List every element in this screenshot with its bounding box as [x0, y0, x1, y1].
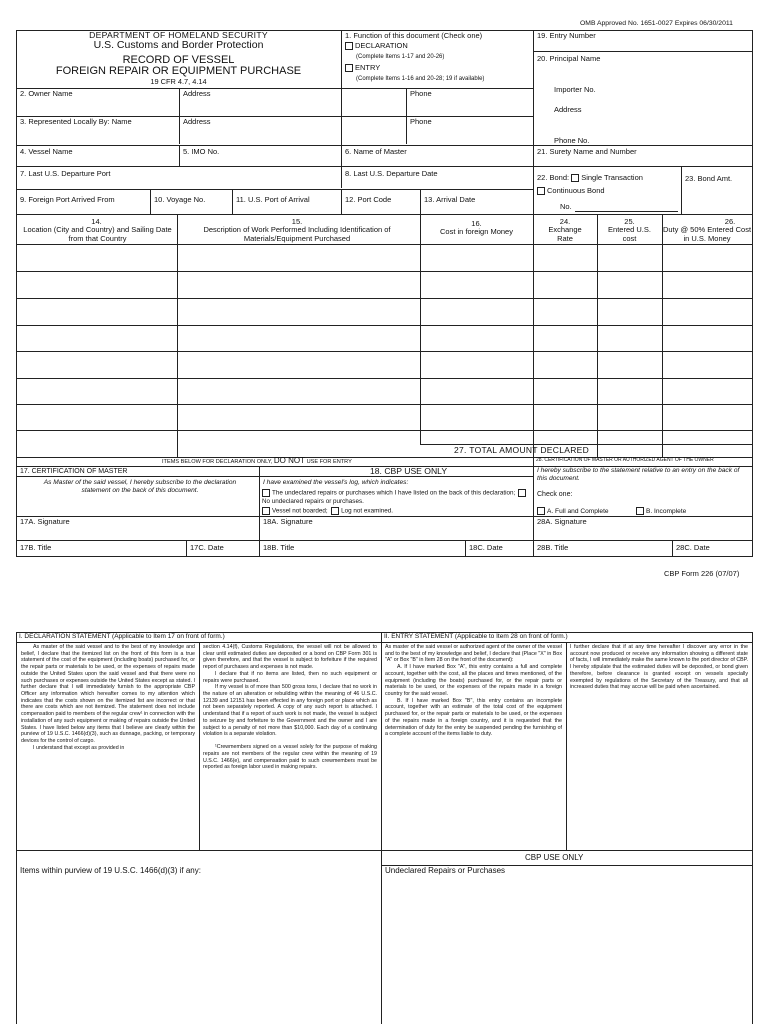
incomplete-checkbox[interactable] [636, 507, 644, 515]
incomplete-label: B. Incomplete [646, 507, 687, 515]
continuous-bond-option[interactable] [537, 187, 605, 195]
declaration-col1 [21, 644, 195, 752]
form-title-line1: RECORD OF VESSEL [122, 54, 235, 66]
cert-owner-option-a[interactable] [537, 507, 609, 515]
single-transaction-label: Single Transaction [581, 173, 643, 182]
declaration-option[interactable] [345, 42, 408, 50]
log-not-examined-label: Log not examined. [341, 507, 393, 515]
cbp-use-only-label: 18. CBP USE ONLY [370, 466, 448, 476]
vessel-name-field[interactable]: 4. Vessel Name [20, 147, 73, 156]
declaration-col1-text: As master of the said vessel and to the best of my knowledge and belief, I declare that the itemized list on the front of this form is a true statement of the cost of the equipment (including boats) purchased for, or the repair parts or materials to be used, or the expenses of repairs made outside the United States upon the said vessel and that there were no such purchases or expenses outside the United States except as stated. I further declare that I will immediately furnish to the appropriate CBP Officer any information which hereafter comes to my attention which indicates that the costs shown on the itemized list are incorrect or that there are costs which are not itemized. The statement does not include compensation paid to members of the regular crew¹ in connection with the installation of any such equipment or making of repairs outside the United States. I have listed below any items that I believe are clearly within the purview of 19 U.S.C. 1466(d)(3), such as dunnage, packing, or temporary devices for the control of cargo. [21, 644, 195, 745]
col-exchange-header: Exchange Rate [548, 225, 582, 243]
entry-statement-header: II. ENTRY STATEMENT (Applicable to Item 28 on front of form.) [384, 633, 568, 640]
cbp-option-boarding[interactable] [262, 507, 393, 516]
col-duty-number: 26. [724, 217, 736, 226]
represented-by-field[interactable]: 3. Represented Locally By: Name [20, 117, 132, 126]
col-location-header: Location (City and Country) and Sailing Date from that Country [23, 225, 172, 243]
form-number: CBP Form 226 (07/07) [664, 569, 740, 578]
undeclared-checkbox[interactable] [262, 489, 270, 497]
entry-number-field[interactable]: 19. Entry Number [537, 31, 596, 40]
rep-phone-field[interactable]: Phone [410, 117, 432, 126]
owner-name-field[interactable]: 2. Owner Name [20, 89, 73, 98]
cbp-log-text: I have examined the vessel's log, which indicates: [263, 479, 409, 486]
undeclared-repairs-field[interactable]: Undeclared Repairs or Purchases [385, 866, 506, 875]
no-undeclared-label: No undeclared repairs or purchases. [262, 497, 364, 505]
full-complete-checkbox[interactable] [537, 507, 545, 515]
us-port-arrival-field[interactable]: 11. U.S. Port of Arrival [236, 195, 310, 204]
agency-name: U.S. Customs and Border Protection [93, 39, 264, 51]
importer-number-field[interactable]: Importer No. [554, 85, 596, 94]
department-name: DEPARTMENT OF HOMELAND SECURITY [89, 30, 268, 40]
entry-label: ENTRY [355, 63, 381, 72]
declaration-only-c: USE FOR ENTRY [305, 459, 352, 465]
foreign-port-field[interactable]: 9. Foreign Port Arrived From [20, 195, 115, 204]
col-cost-header: Cost in foreign Money [440, 227, 513, 236]
single-transaction-checkbox[interactable] [571, 174, 579, 182]
declaration-only-note [162, 457, 352, 466]
last-us-date-field[interactable]: 8. Last U.S. Departure Date [345, 169, 438, 178]
items-purview-field[interactable]: Items within purview of 19 U.S.C. 1466(d)(3) if any: [20, 866, 201, 875]
cert-owner-label: 28. CERTIFICATION OF MASTER OR AUTHORIZED AGENT OF THE OWNER [536, 457, 714, 463]
description-cells[interactable] [178, 245, 420, 430]
last-us-port-field[interactable]: 7. Last U.S. Departure Port [20, 169, 111, 178]
declaration-col2-text: section 4.14(f), Customs Regulations, the vessel will not be allowed to clear until estimated duties are deposited or a bond on CBP Form 301 is given therefore, and that the vessel is subject to forfeiture if the required report of purchases and expenses is not made. [203, 644, 377, 671]
declaration-only-a: ITEMS BELOW FOR DECLARATION ONLY, [162, 459, 274, 465]
bond-label: 22. Bond: [537, 173, 570, 182]
declaration-checkbox[interactable] [345, 42, 353, 50]
principal-phone-field[interactable]: Phone No. [554, 136, 590, 145]
owner-phone-field[interactable]: Phone [410, 89, 432, 98]
voyage-number-field[interactable]: 10. Voyage No. [154, 195, 206, 204]
cert-master-label: 17. CERTIFICATION OF MASTER [20, 468, 128, 475]
entry-option[interactable] [345, 64, 380, 72]
imo-number-field[interactable]: 5. IMO No. [183, 147, 220, 156]
declaration-label: DECLARATION [355, 41, 408, 50]
col-exchange-number: 24. [559, 217, 571, 226]
rep-address-field[interactable]: Address [183, 117, 211, 126]
cbp-use-only-back: CBP USE ONLY [525, 853, 584, 862]
principal-name-field[interactable]: 20. Principal Name [537, 54, 601, 63]
no-undeclared-checkbox[interactable] [518, 489, 526, 497]
date-28c-field[interactable]: 28C. Date [676, 543, 710, 552]
col-location-number: 14. [91, 217, 102, 226]
form-title-line2: FOREIGN REPAIR OR EQUIPMENT PURCHASE [55, 65, 302, 77]
undeclared-label: The undeclared repairs or purchases which I have listed on the back of this declaration; [272, 489, 516, 497]
principal-address-field[interactable]: Address [554, 105, 582, 114]
entry-note: (Complete Items 1-16 and 20-28; 19 if available) [356, 76, 485, 82]
title-28b-field[interactable]: 28B. Title [537, 543, 569, 552]
not-boarded-label: Vessel not boarded; [272, 507, 328, 515]
date-18c-field[interactable]: 18C. Date [469, 543, 503, 552]
col-description-header: Description of Work Performed Including Identification of Materials/Equipment Purchased [203, 225, 391, 243]
entry-col1 [385, 644, 562, 738]
declaration-note: (Complete Items 1-17 and 20-26) [356, 54, 445, 60]
surety-field[interactable]: 21. Surety Name and Number [537, 147, 637, 156]
date-17c-field[interactable]: 17C. Date [190, 543, 224, 552]
declaration-col2c-text: If my vessel is of more than 500 gross tons, I declare that no work in the nature of an alteration or rebuilding within the meaning of 46 U.S.C. 12139 and 12151 has been effected in any foreign port or place which as not been separately reported. A copy of any such report is attached. I understand that if a report of such work is not made, the vessel is subject to seizure by and forfeiture to the Government and the owner and I are subject to a penalty of not more than $10,000. Each day of a continuing violation is a separate violation. [203, 684, 377, 738]
entry-col2 [570, 644, 748, 691]
cbp-option-undeclared[interactable] [262, 489, 532, 506]
declaration-col2 [203, 644, 377, 771]
signature-28a-field[interactable]: 28A. Signature [537, 517, 587, 526]
col-description-number: 15. [291, 217, 303, 226]
not-boarded-checkbox[interactable] [262, 507, 270, 515]
title-18b-field[interactable]: 18B. Title [263, 543, 295, 552]
bond-field [537, 174, 643, 182]
col-entered-header: Entered U.S. cost [608, 225, 651, 243]
function-label: 1. Function of this document (Check one) [345, 31, 483, 40]
signature-17a-field[interactable]: 17A. Signature [20, 517, 70, 526]
omb-approval: OMB Approved No. 1651-0027 Expires 06/30/2011 [580, 20, 733, 27]
declaration-col1b-text: I understand that except as provided in [33, 744, 125, 751]
cfr-reference: 19 CFR 4.7, 4.14 [150, 77, 207, 86]
col-entered-number: 25. [624, 217, 635, 226]
master-name-field[interactable]: 6. Name of Master [345, 147, 407, 156]
crewmember-footnote: ¹Crewmembers signed on a vessel solely for the purpose of making repairs are not members of the regular crew within the meaning of 19 U.S.C. 1466(e), and compensation paid to such crewmembers must be reported as foreign labor used in making repairs. [203, 744, 377, 771]
bond-number-label: No. [560, 202, 572, 211]
continuous-bond-label: Continuous Bond [547, 186, 605, 195]
declaration-only-b: DO NOT [273, 456, 306, 465]
entry-checkbox[interactable] [345, 64, 353, 72]
continuous-bond-checkbox[interactable] [537, 187, 545, 195]
title-17b-field[interactable]: 17B. Title [20, 543, 52, 552]
entry-col3-text: As master of the said vessel or authorized agent of the owner of the vessel and to the best of my knowledge and belief, I declare that (Place "X" in Box "A" or Box "B" in Item 28 on the front of the document): [385, 644, 562, 664]
cert-owner-option-b[interactable] [636, 507, 686, 515]
check-one-label: Check one: [537, 491, 573, 498]
cert-owner-text: I hereby subscribe to the statement relative to an entry on the back of this document. [537, 467, 740, 483]
owner-address-field[interactable]: Address [183, 89, 211, 98]
declaration-statement-header: I. DECLARATION STATEMENT (Applicable to Item 17 on front of form.) [19, 633, 225, 640]
col-duty-header: Duty @ 50% Entered Cost in U.S. Money [662, 225, 752, 243]
col-cost-number: 16. [471, 219, 482, 228]
signature-18a-field[interactable]: 18A. Signature [263, 517, 313, 526]
total-amount-declared: 27. TOTAL AMOUNT DECLARED [454, 445, 590, 455]
declaration-col2b-text: I declare that if no items are listed, then no such equipment or repairs were purchased. [203, 670, 377, 684]
log-not-examined-checkbox[interactable] [331, 507, 339, 515]
location-cells[interactable] [17, 245, 177, 430]
entry-col4-text: I further declare that if at any time hereafter I discover any error in the account now produced or receive any information showing a different state of facts, I will immediately make the same known to the port director of CBP. I hereby stipulate that the estimated duties will be deposited, or bond given therefore, before clearance is granted except on vessels specially exempted by regulations of the Secretary of the Treasury, and that all increased duties that may accrue will be paid when ascertained. [570, 644, 749, 691]
cert-master-text: As Master of the said vessel, I hereby subscribe to the declaration statement on the back of this document. [43, 479, 237, 494]
entry-col3a-text: A. If I have marked Box "A", this entry contains a full and complete account, together with the cost, all the places and times mentioned, of the equipment (including the boats) purchased for, or the repair parts or materials to be used, or the expenses of the repairs made in a foreign country for the said vessel. [385, 664, 562, 698]
bond-amount-field[interactable]: 23. Bond Amt. [685, 174, 733, 183]
full-complete-label: A. Full and Complete [547, 507, 609, 515]
port-code-field[interactable]: 12. Port Code [345, 195, 392, 204]
entry-col3b-text: B. If I have marked Box "B", this entry contains an incomplete account, together with an estimate of the total cost of the equipment purchased for, or the repair parts or materials to be used, or the expenses of the repairs made in a foreign country, and it is requested that the determination of duty for the entry be suspended pending the furnishing of a complete account of the items liable to duty. [385, 697, 562, 738]
arrival-date-field[interactable]: 13. Arrival Date [424, 195, 476, 204]
